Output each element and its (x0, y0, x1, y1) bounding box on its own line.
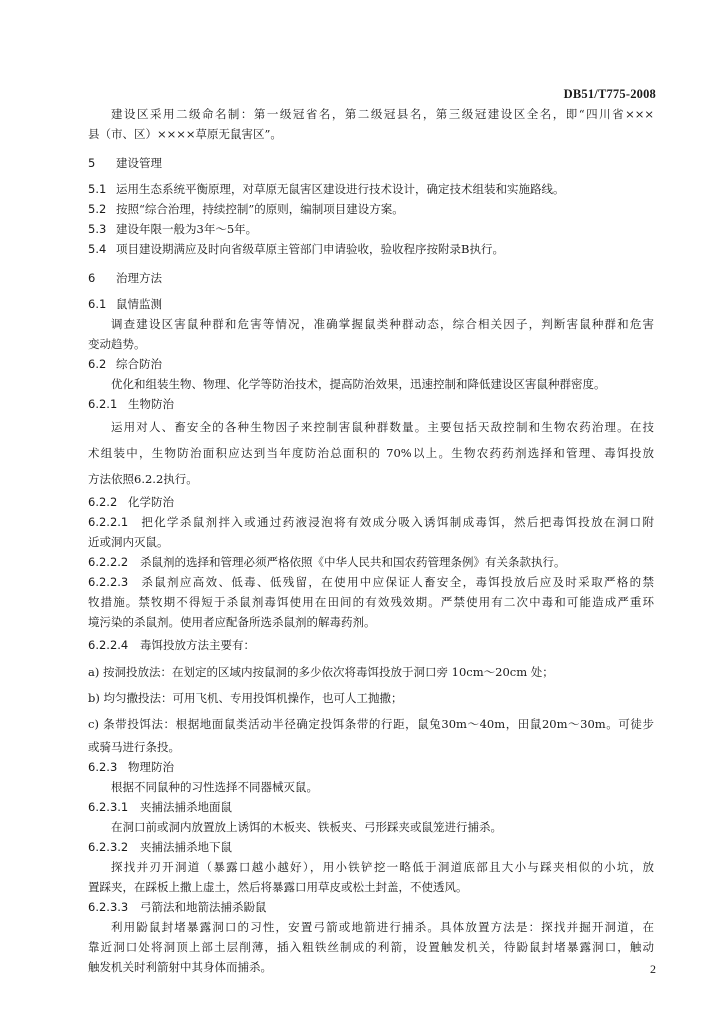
clause-6-2-3-2-heading: 6.2.3.2 夹捕法捕杀地下鼠 (88, 840, 232, 854)
body-line: 境污染的杀鼠剂。使用者应配备所选杀鼠剂的解毒药剂。 (88, 615, 376, 629)
body-line: 变动趋势。 (88, 337, 146, 351)
clause-5-1: 5.1 运用生态系统平衡原理，对草原无鼠害区建设进行技术设计，确定技术组装和实施路线。 (88, 182, 565, 196)
document-code: DB51/T775-2008 (563, 87, 656, 101)
section-heading-5: 5 建设管理 (88, 156, 162, 170)
body-line: 置踩夹，在踩板上撒上虚土，然后将暴露口用草皮或松土封盖，不使透风。 (88, 880, 468, 894)
body-line: 优化和组装生物、物理、化学等防治技术，提高防治效果，迅速控制和降低建设区害鼠种群密度。 (111, 377, 606, 391)
body-line: 触发机关时利箭射中其身体而捕杀。 (88, 960, 272, 974)
clause-6-2-3-1-heading: 6.2.3.1 夹捕法捕杀地面鼠 (88, 800, 232, 814)
body-line: 根据不同鼠种的习性选择不同器械灭鼠。 (111, 780, 318, 794)
body-line: 利用鼢鼠封堵暴露洞口的习性，安置弓箭或地箭进行捕杀。具体放置方法是：探找并掘开洞道，在 (111, 920, 654, 934)
body-line: 调查建设区害鼠种群和危害等情况，准确掌握鼠类种群动态，综合相关因子，判断害鼠种群和危害 (111, 317, 654, 331)
list-item-b: b) 均匀撒投法：可用飞机、专用投饵机操作，也可人工抛撒； (88, 691, 403, 705)
page-body (88, 104, 654, 977)
body-line: 建设区采用二级命名制：第一级冠省名，第二级冠县名，第三级冠建设区全名，即“四川省××× (111, 107, 654, 121)
body-line: 在洞口前或洞内放置放上诱饵的木板夹、铁板夹、弓形踩夹或鼠笼进行捕杀。 (111, 820, 502, 834)
clause-6-2-2-2: 6.2.2.2 杀鼠剂的选择和管理必须严格依照《中华人民共和国农药管理条例》有关条款执行。 (88, 555, 566, 569)
clause-5-4: 5.4 项目建设期满应及时向省级草原主管部门申请验收，验收程序按附录B执行。 (88, 242, 504, 256)
body-line: 牧措施。禁牧期不得短于杀鼠剂毒饵使用在田间的有效残效期。严禁使用有二次中毒和可能造成严重环 (88, 595, 654, 609)
body-line: 靠近洞口处将洞顶上部土层削薄，插入粗铁丝制成的利箭，设置触发机关，待鼢鼠封堵暴露洞口，触动 (88, 940, 654, 954)
body-line: 术组装中，生物防治面积应达到当年度防治总面积的 70%以上。生物农药药剂选择和管理、毒饵投放 (88, 446, 654, 460)
section-heading-6-2-2: 6.2.2 化学防治 (88, 495, 174, 509)
section-heading-6-2: 6.2 综合防治 (88, 357, 162, 371)
clause-6-2-2-1: 6.2.2.1 把化学杀鼠剂拌入或通过药液浸泡将有效成分吸入诱饵制成毒饵，然后把毒饵投放在洞口附 (88, 515, 654, 529)
clause-5-3: 5.3 建设年限一般为3年～5年。 (88, 222, 258, 236)
body-line: 探找并刃开洞道（暴露口越小越好），用小铁铲挖一略低于洞道底部且大小与踩夹相似的小坑，放 (111, 860, 654, 874)
clause-5-2: 5.2 按照“综合治理，持续控制”的原则，编制项目建设方案。 (88, 202, 404, 216)
body-line: 近或洞内灭鼠。 (88, 535, 169, 549)
list-item-c: c) 条带投饵法：根据地面鼠类活动半径确定投饵条带的行距，鼠兔30m～40m，田鼠20m～30m。可徒步 (88, 717, 654, 731)
list-item-a: a) 按洞投放法：在划定的区域内按鼠洞的多少依次将毒饵投放于洞口旁 10cm～20cm 处； (88, 665, 554, 679)
body-line: 县（市、区）××××草原无鼠害区”。 (88, 127, 282, 141)
section-heading-6-2-1: 6.2.1 生物防治 (88, 397, 174, 411)
section-heading-6-1: 6.1 鼠情监测 (88, 297, 162, 311)
body-line: 或骑马进行条投。 (88, 740, 180, 754)
section-heading-6-2-3: 6.2.3 物理防治 (88, 760, 174, 774)
clause-6-2-2-4-heading: 6.2.2.4 毒饵投放方法主要有： (88, 638, 255, 652)
body-line: 运用对人、畜安全的各种生物因子来控制害鼠种群数量。主要包括天敌控制和生物农药治理。在技 (111, 420, 654, 434)
page-number: 2 (650, 962, 656, 976)
section-heading-6: 6 治理方法 (88, 271, 162, 285)
body-line: 方法依照6.2.2执行。 (88, 472, 198, 486)
clause-6-2-2-3: 6.2.2.3 杀鼠剂应高效、低毒、低残留，在使用中应保证人畜安全，毒饵投放后应及时采取严格的禁 (88, 575, 654, 589)
clause-6-2-3-3-heading: 6.2.3.3 弓箭法和地箭法捕杀鼢鼠 (88, 900, 267, 914)
